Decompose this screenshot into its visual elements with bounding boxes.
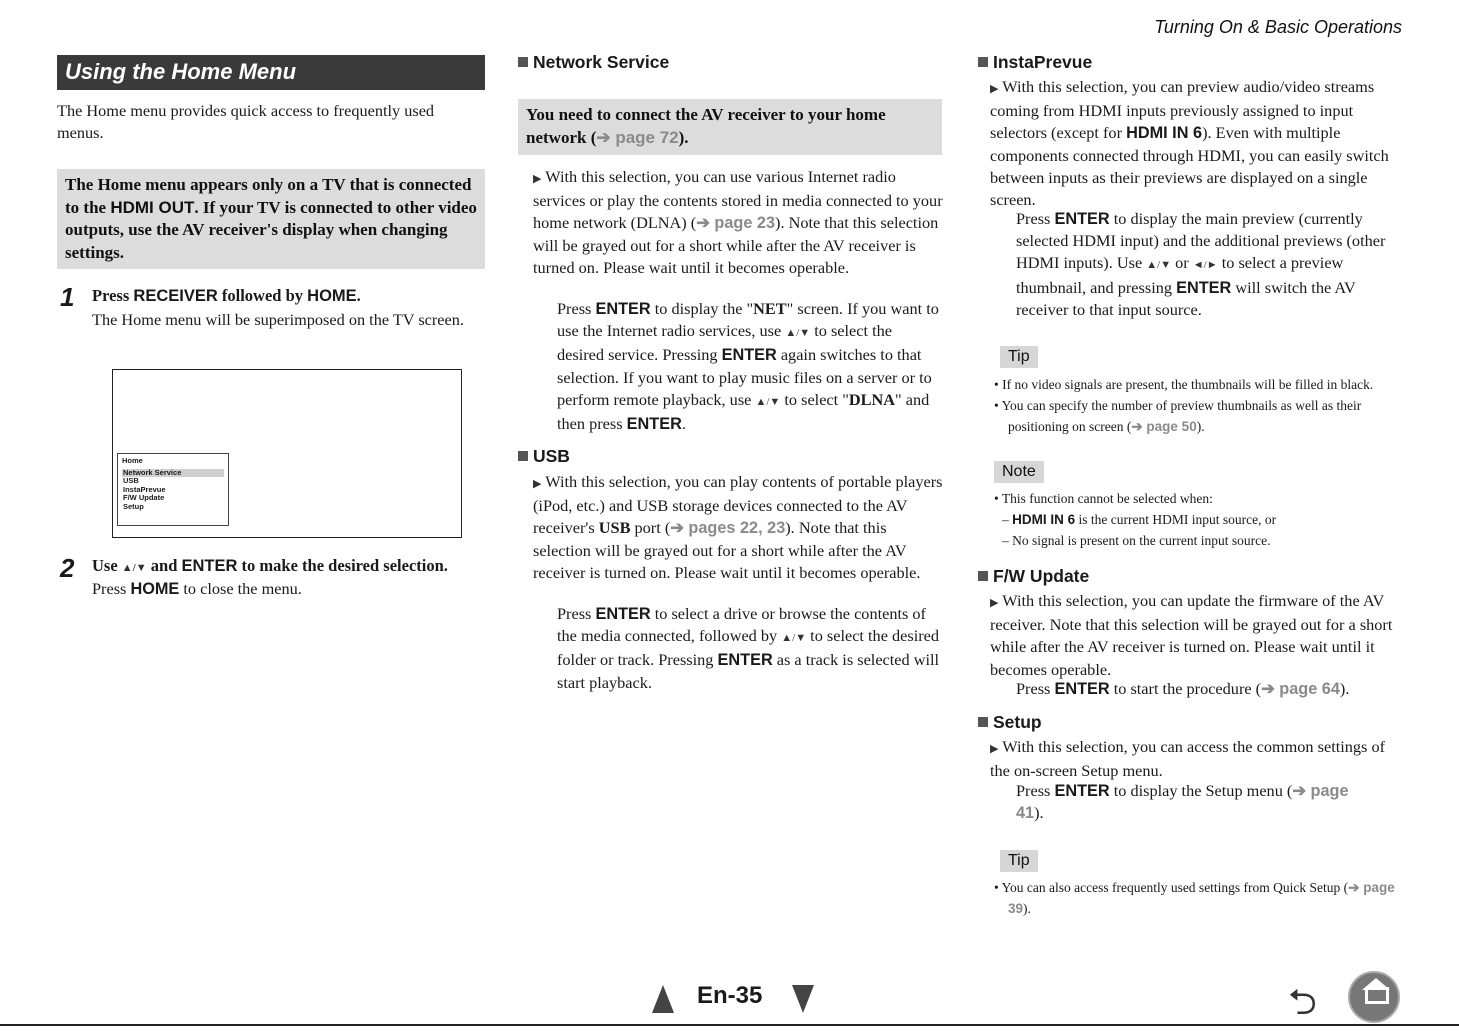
triangle-right-icon: ▶ bbox=[990, 83, 999, 95]
menu-item-network-service: Network Service bbox=[122, 469, 224, 478]
square-bullet-icon bbox=[978, 571, 988, 581]
instaprevue-desc: ▶ With this selection, you can preview audio/video streams coming from HDMI inputs previously assigned to input selectors (except for HDMI IN 6). Even with multiple components connected through HDMI, you can easily switch between inputs as their previews are displayed on a single screen. bbox=[990, 77, 1389, 210]
usb-heading: USB bbox=[518, 446, 570, 467]
menu-title: Home bbox=[122, 456, 143, 465]
pages-22-23-link[interactable]: ➔ pages 22, 23 bbox=[670, 519, 786, 538]
step-2-number: 2 bbox=[60, 553, 75, 583]
setup-desc: ▶ With this selection, you can access the common settings of the on-screen Setup menu. bbox=[990, 737, 1386, 781]
page-72-link[interactable]: ➔ page 72 bbox=[596, 127, 679, 147]
page-50-link[interactable]: ➔ page 50 bbox=[1131, 419, 1197, 434]
usb-desc: ▶ With this selection, you can play contents of portable players (iPod, etc.) and USB storage devices connected to the AV receiver's USB port (➔ pages 22, 23). Note that this selection will be grayed out for a short while after the AV receiver is turned on. Please wait until it becomes operable. bbox=[533, 472, 943, 582]
square-bullet-icon bbox=[978, 57, 988, 67]
home-icon[interactable] bbox=[1348, 971, 1400, 1023]
menu-item-fw-update: F/W Update bbox=[123, 493, 165, 503]
fw-update-desc: ▶ With this selection, you can update the firmware of the AV receiver. Note that this selection will be grayed out for a short while after the AV receiver is turned on. Please wait until it becomes operable. bbox=[990, 591, 1393, 679]
note-label: Note bbox=[994, 461, 1044, 483]
intro-text: The Home menu provides quick access to frequently used menus. bbox=[57, 101, 435, 143]
setup-instructions: Press ENTER to display the Setup menu (➔ page 41). bbox=[1016, 781, 1349, 823]
step-2-desc: Press HOME to close the menu. bbox=[92, 579, 302, 598]
page-header: Turning On & Basic Operations bbox=[1154, 17, 1402, 37]
square-bullet-icon bbox=[518, 57, 528, 67]
usb-instructions: Press ENTER to select a drive or browse the contents of the media connected, followed by ▲/▼ to select the desired folder or track. Pressing ENTER as a track is selected will start playback. bbox=[557, 604, 940, 692]
back-arrow-icon[interactable]: ⮌ bbox=[1288, 982, 1317, 1023]
bottom-divider bbox=[0, 1024, 1459, 1026]
step-1-number: 1 bbox=[60, 282, 75, 312]
setup-heading: Setup bbox=[978, 712, 1042, 733]
tip-label: Tip bbox=[1000, 346, 1038, 368]
next-page-icon[interactable] bbox=[792, 985, 814, 1013]
triangle-right-icon: ▶ bbox=[533, 478, 542, 490]
menu-item-usb: USB bbox=[123, 476, 139, 486]
note-list: • This function cannot be selected when: – HDMI IN 6 is the current HDMI input source, or – No signal is present on the current input source. bbox=[994, 491, 1277, 548]
tip-label-2: Tip bbox=[1000, 850, 1038, 872]
menu-item-setup: Setup bbox=[123, 501, 144, 511]
triangle-right-icon: ▶ bbox=[533, 173, 542, 185]
page-number: En-35 bbox=[697, 982, 763, 1009]
step-1-heading: Press RECEIVER followed by HOME. bbox=[92, 286, 361, 305]
hdmi-note: The Home menu appears only on a TV that is connected to the HDMI OUT. If your TV is connected to other video outputs, use the AV receiver's display when changing settings. bbox=[57, 169, 485, 269]
page-23-link[interactable]: ➔ page 23 bbox=[696, 214, 776, 233]
square-bullet-icon bbox=[518, 451, 528, 461]
section-title: Using the Home Menu bbox=[57, 55, 485, 90]
instaprevue-instructions: Press ENTER to display the main preview (currently selected HDMI input) and the additional previews (other HDMI inputs). Use ▲/▼ or ◄/► to select a preview thumbnail, and pressing ENTER will switch the AV receiver to that input source. bbox=[1016, 209, 1386, 319]
page-64-link[interactable]: ➔ page 64 bbox=[1261, 680, 1340, 698]
fw-update-heading: F/W Update bbox=[978, 566, 1089, 587]
triangle-right-icon: ▶ bbox=[990, 743, 999, 755]
network-instructions: Press ENTER to display the "NET" screen. If you want to use the Internet radio services, use ▲/▼ to select the desired service. Pressing ENTER again switches to that selection. If you want to play music files on a server or to perform remote playback, use ▲/▼ to select "DLNA" and then press ENTER. bbox=[557, 299, 939, 434]
tip-list: • If no video signals are present, the thumbnails will be filled in black. • You can specify the number of preview thumbnails as well as their positioning on screen (➔ page 50). bbox=[994, 377, 1374, 434]
previous-page-icon[interactable] bbox=[652, 985, 674, 1013]
page-39-link[interactable]: ➔ page 39 bbox=[1008, 880, 1395, 916]
step-2-heading: Use ▲/▼ and ENTER to make the desired selection. bbox=[92, 556, 448, 575]
fw-update-instructions: Press ENTER to start the procedure (➔ page 64). bbox=[1016, 679, 1350, 698]
tip-list-2: • You can also access frequently used settings from Quick Setup (➔ page 39). bbox=[994, 880, 1395, 916]
page-41-link[interactable]: ➔ page 41 bbox=[1016, 782, 1349, 823]
network-desc: ▶ With this selection, you can use various Internet radio services or play the contents stored in media connected to your home network (DLNA) (➔ page 23). Note that this selection will be grayed out for a short while after the AV receiver is turned on. Please wait until it becomes operable. bbox=[533, 167, 943, 277]
square-bullet-icon bbox=[978, 717, 988, 727]
step-1-desc: The Home menu will be superimposed on the TV screen. bbox=[92, 310, 464, 329]
network-service-heading: Network Service bbox=[518, 52, 669, 73]
menu-item-instaprevue: InstaPrevue bbox=[123, 484, 166, 494]
triangle-right-icon: ▶ bbox=[990, 597, 999, 609]
home-menu-illustration bbox=[117, 453, 229, 526]
network-note: You need to connect the AV receiver to your home network (➔ page 72). bbox=[518, 99, 942, 155]
instaprevue-heading: InstaPrevue bbox=[978, 52, 1092, 73]
